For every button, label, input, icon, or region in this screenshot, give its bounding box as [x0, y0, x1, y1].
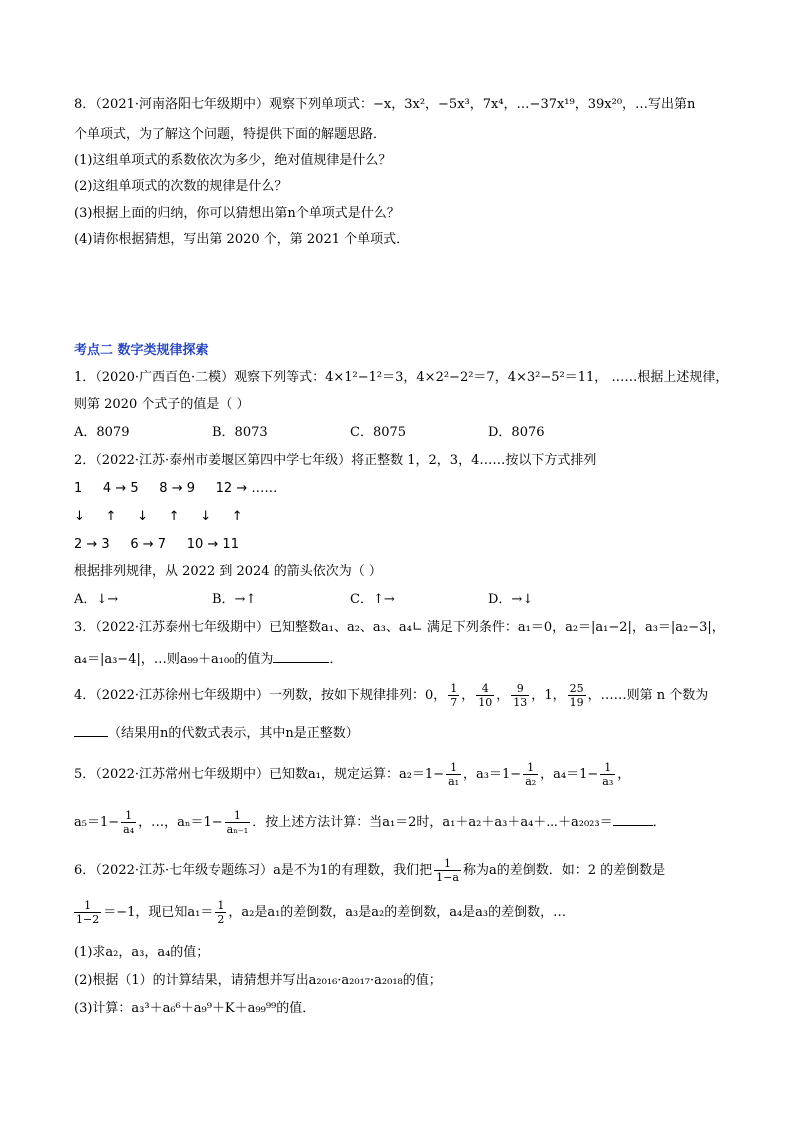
- q2-stem: 2．（2022·江苏·泰州市姜堰区第四中学七年级）将正整数 1，2，3，4……按以下方式排列: [74, 453, 597, 468]
- q5-fraction-2: $\frac{1}{\text{a₂}}$: [525, 761, 537, 788]
- q3-stem-2: a₄＝|a₃−4|，…则a₉₉＋a₁₀₀的值为: [74, 652, 274, 667]
- q6-fraction-half: $\frac{1}{2}$: [217, 899, 225, 926]
- q1-options: [74, 424, 754, 442]
- q2-row-1: 1 4 → 5 8 → 9 12 → ……: [74, 481, 278, 496]
- q4-mid: 1，: [544, 688, 566, 703]
- q8-sub-4: (4)请你根据猜想，写出第 2020 个，第 2021 个单项式．: [74, 232, 410, 247]
- q2-option-b: B．→↑: [212, 592, 257, 607]
- q8-sub-3: (3)根据上面的归纳，你可以猜想出第n个单项式是什么？: [74, 206, 400, 221]
- q6-stem-line: [74, 856, 754, 886]
- q4-fraction-3: $\frac{9}{13}$: [513, 682, 528, 709]
- q6-line-2-a: ＝−1，现已知a₁＝: [103, 905, 214, 920]
- q3-tail: ．: [329, 652, 343, 667]
- q2-option-a: A．↓→: [74, 592, 119, 607]
- q4-stem: 4．（2022·江苏徐州七年级期中）一列数，按如下规律排列：0，: [74, 688, 447, 703]
- q5-part-4: ，: [617, 767, 631, 782]
- q2-option-d: D．→↓: [488, 592, 534, 607]
- q1-option-d: D．8076: [488, 425, 545, 440]
- q4-stem-2: （结果用n的代数式表示，其中n是正整数）: [108, 726, 359, 741]
- q1-stem-2: 则第 2020 个式子的值是（ ）: [74, 397, 250, 412]
- q5-line-2-c: ．按上述方法计算：当a₁＝2时，a₁＋a₂＋a₃＋a₄＋⋯＋a₂₀₂₃＝: [252, 815, 613, 830]
- q5-line-2-a: a₅＝1−: [74, 815, 120, 830]
- q6-line-2: [74, 898, 754, 928]
- q4-fraction-4: $\frac{25}{19}$: [569, 682, 584, 709]
- q4-fraction-2: $\frac{4}{10}$: [478, 682, 493, 709]
- q6-sub-3: (3)计算：a₃³＋a₆⁶＋a₉⁹＋K＋a₉₉⁹⁹的值．: [74, 1001, 316, 1016]
- q4-answer-blank[interactable]: [74, 724, 108, 737]
- q5-fraction-4: $\frac{1}{\text{a₄}}$: [123, 809, 135, 836]
- q5-part-3: ，a₄＝1−: [540, 767, 599, 782]
- q2-options: [74, 591, 754, 609]
- q6-stem: 6．（2022·江苏·七年级专题练习）a是不为1的有理数，我们把: [74, 863, 433, 878]
- q5-tail: ．: [652, 815, 666, 830]
- q3-answer-blank[interactable]: [273, 650, 329, 663]
- q6-stem-tail: 称为a的差倒数．如：2 的差倒数是: [462, 863, 666, 878]
- q1-option-c: C．8075: [350, 425, 407, 440]
- q4-stem-line: 4．（2022·江苏徐州七年级期中）一列数，按如下规律排列：0， $\frac{1}{7}$ ， $\frac{4}{10}$ ， $\frac{9}{13}$ ，1， $\frac{25}{19}$ ，……则第 n 个数为: [74, 682, 709, 709]
- section-title: 考点二 数字类规律探索: [74, 343, 209, 358]
- q4-stem-2-line: [74, 724, 754, 743]
- q5-line-2: [74, 808, 754, 838]
- q5-stem-line: [74, 760, 754, 790]
- q6-fraction-def: $\frac{1}{1-a}$: [436, 857, 459, 884]
- q5-answer-blank[interactable]: [613, 813, 653, 826]
- q8-stem-2: 个单项式，为了解这个问题，特提供下面的解题思路．: [74, 127, 387, 142]
- q4-fraction-1: $\frac{1}{7}$: [450, 682, 458, 709]
- q6-sub-1: (1)求a₂，a₃，a₄的值；: [74, 945, 210, 960]
- q8-stem: 8．（2021·河南洛阳七年级期中）观察下列单项式：−x，3x²，−5x³，7x⁴，…−37x¹⁹，39x²⁰，…写出第n: [74, 97, 696, 112]
- q6-sub-2: (2)根据（1）的计算结果，请猜想并写出a₂₀₁₆·a₂₀₁₇·a₂₀₁₈的值；: [74, 973, 442, 988]
- q5-stem: 5．（2022·江苏常州七年级期中）已知数a₁，规定运算：a₂＝1−: [74, 767, 445, 782]
- q5-line-2-b: ，…，aₙ＝1−: [138, 815, 223, 830]
- q2-row-3: 2 → 3 6 → 7 10 → 11: [74, 537, 239, 552]
- q5-fraction-3: $\frac{1}{\text{a₃}}$: [602, 761, 614, 788]
- q3-stem: 3．（2022·江苏泰州七年级期中）已知整数a₁、a₂、a₃、a₄∟ 满足下列条件：a₁＝0，a₂＝|a₁−2|，a₃＝|a₂−3|，: [74, 620, 725, 635]
- q1-option-b: B．8073: [212, 425, 268, 440]
- q5-fraction-5: $\frac{1}{\text{aₙ₋₁}}$: [226, 809, 249, 836]
- q5-part-2: ，a₃＝1−: [463, 767, 522, 782]
- q2-row-2: ↓ ↑ ↓ ↑ ↓ ↑: [74, 509, 243, 524]
- q1-option-a: A．8079: [74, 425, 130, 440]
- q6-line-2-b: ，a₂是a₁的差倒数，a₃是a₂的差倒数，a₄是a₃的差倒数，…: [228, 905, 567, 920]
- q6-fraction-example: $\frac{1}{1-2}$: [76, 899, 100, 926]
- q2-stem-2: 根据排列规律，从 2022 到 2024 的箭头依次为（ ）: [74, 564, 382, 579]
- q2-option-c: C．↑→: [350, 592, 395, 607]
- q1-stem: 1．（2020·广西百色·二模）观察下列等式：4×1²−1²＝3，4×2²−2²＝7，4×3²−5²＝11， ……根据上述规律，: [74, 370, 729, 385]
- q3-stem-2-line: [74, 650, 754, 669]
- q4-tail: ，……则第 n 个数为: [587, 688, 709, 703]
- q8-sub-1: (1)这组单项式的系数依次为多少，绝对值规律是什么？: [74, 153, 392, 168]
- q5-fraction-1: $\frac{1}{\text{a₁}}$: [448, 761, 460, 788]
- q8-sub-2: (2)这组单项式的次数的规律是什么？: [74, 179, 288, 194]
